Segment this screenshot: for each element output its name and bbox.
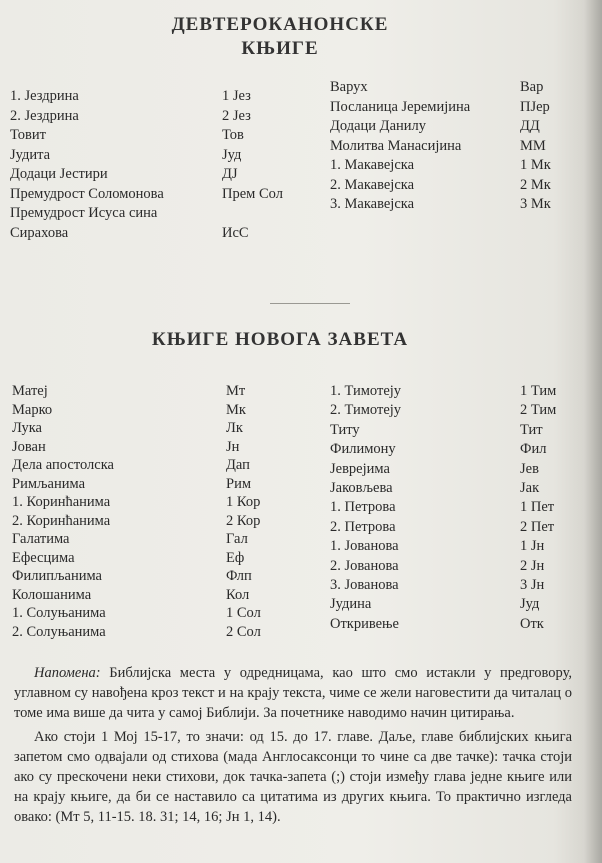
book-name: Лука bbox=[12, 420, 42, 436]
book-abbreviation: 2 Мк bbox=[520, 176, 551, 193]
book-abbreviation: Лк bbox=[226, 420, 243, 436]
book-name: Филимону bbox=[330, 441, 396, 458]
book-name: Премудрост Исуса сина bbox=[10, 205, 158, 221]
book-name: Колошанима bbox=[12, 586, 92, 603]
book-abbreviation: Јуд bbox=[222, 146, 242, 163]
book-name: Сирахова bbox=[10, 224, 69, 241]
book-name: Ефесцима bbox=[12, 549, 75, 566]
book-abbreviation: ДД bbox=[520, 118, 540, 134]
book-name: Марко bbox=[12, 401, 53, 418]
book-name: 2. Јованова bbox=[330, 557, 399, 574]
deuterocanonical-title-line2: КЊИГЕ bbox=[241, 38, 319, 59]
book-abbreviation: Јуд bbox=[520, 596, 540, 613]
book-name: 1. Коринћанима bbox=[12, 494, 111, 510]
book-abbreviation: Прем Сол bbox=[222, 185, 283, 202]
new-testament-title: КЊИГЕ НОВОГА ЗАВЕТА bbox=[151, 329, 409, 350]
book-abbreviation: Гал bbox=[226, 531, 248, 547]
book-abbreviation: 1 Мк bbox=[520, 157, 551, 173]
book-name: Откривење bbox=[330, 615, 399, 632]
book-abbreviation: Дап bbox=[226, 457, 250, 473]
book-abbreviation: 2 Јез bbox=[222, 107, 251, 124]
book-name: Матеј bbox=[12, 383, 48, 399]
book-abbreviation: Јн bbox=[226, 438, 240, 455]
book-abbreviation: ИсС bbox=[222, 224, 249, 241]
book-abbreviation: Вар bbox=[520, 79, 544, 95]
book-abbreviation: 2 Пет bbox=[520, 518, 555, 535]
note-label: Напомена: bbox=[34, 665, 101, 681]
book-abbreviation: 2 Јн bbox=[520, 557, 545, 574]
book-abbreviation: Еф bbox=[226, 549, 245, 566]
book-name: Јаковљева bbox=[330, 480, 393, 496]
book-name: Додаци Данилу bbox=[330, 118, 427, 134]
book-abbreviation: 1 Јез bbox=[222, 88, 251, 104]
book-name: 2. Јездрина bbox=[10, 107, 79, 124]
book-abbreviation: 1 Кор bbox=[226, 494, 261, 510]
book-abbreviation: Мт bbox=[226, 383, 246, 399]
book-name: 2. Солуњанима bbox=[12, 623, 106, 640]
book-abbreviation: ДЈ bbox=[222, 166, 238, 182]
book-name: 1. Тимотеју bbox=[330, 383, 402, 399]
book-abbreviation: 2 Тим bbox=[520, 402, 557, 419]
book-abbreviation: 2 Кор bbox=[226, 512, 261, 529]
book-name: Посланица Јеремијина bbox=[330, 98, 471, 115]
book-name: 3. Макавејска bbox=[330, 196, 415, 212]
book-name: 2. Петрова bbox=[330, 518, 396, 535]
book-abbreviation: 2 Сол bbox=[226, 623, 261, 640]
book-name: 2. Тимотеју bbox=[330, 402, 402, 419]
book-name: Галатима bbox=[12, 531, 70, 547]
note-paragraph-2: Ако стоји 1 Мој 15-17, то значи: од 15. до 17. главе. Даље, главе библијских књига запетом смо одвајали од стихова (мада Англосаксонци то чине са две тачке): тачка стоји ако су прескочени неки стихови, док тачка-запета (;) стоји између глава једне књиге или на крају књиге, да би се наставило са цитатима из других књига. То практично изгледа овако: (Мт 5, 11-15. 18. 31; 14, 16; Јн 1, 14). bbox=[14, 729, 572, 825]
book-name: Јудина bbox=[330, 596, 372, 613]
book-abbreviation: 1 Сол bbox=[226, 605, 261, 621]
book-abbreviation: 1 Јн bbox=[520, 538, 545, 555]
book-abbreviation: Јак bbox=[520, 480, 540, 496]
book-abbreviation: Јев bbox=[520, 460, 539, 477]
book-abbreviation: Тов bbox=[222, 127, 244, 143]
book-name: Премудрост Соломонова bbox=[10, 185, 164, 202]
book-abbreviation: Рим bbox=[226, 475, 251, 492]
book-name: Додаци Јестири bbox=[10, 166, 108, 182]
book-name: 1. Макавејска bbox=[330, 157, 415, 173]
book-abbreviation: 3 Јн bbox=[520, 577, 545, 593]
book-abbreviation: Кол bbox=[226, 586, 250, 603]
note-text-1: Библијска места у одредницама, као што смо истакли у предговору, углавном су навођена кроз текст и на крају текста, чиме се жели наговестити да читалац о томе има више да чита у самој Библији. За почетнике наводимо начин цитирања. bbox=[14, 665, 572, 721]
book-abbreviation: ММ bbox=[520, 137, 546, 154]
book-name: 2. Коринћанима bbox=[12, 512, 111, 529]
book-name: 2. Макавејска bbox=[330, 176, 415, 193]
book-name: 1. Јованова bbox=[330, 538, 399, 555]
book-name: 1. Солуњанима bbox=[12, 605, 106, 621]
book-abbreviation: Отк bbox=[520, 615, 544, 632]
book-abbreviation: 3 Мк bbox=[520, 196, 551, 212]
book-name: Филипљанима bbox=[12, 568, 102, 584]
book-name: Варух bbox=[330, 79, 368, 95]
book-name: 3. Јованова bbox=[330, 577, 399, 593]
page-edge-shadow bbox=[584, 0, 602, 863]
book-name: Римљанима bbox=[12, 475, 86, 492]
book-abbreviation: 1 Пет bbox=[520, 499, 555, 516]
book-name: Титу bbox=[330, 421, 360, 438]
book-name: 1. Петрова bbox=[330, 499, 396, 516]
book-name: Дела апостолска bbox=[12, 457, 114, 473]
book-name: Јудита bbox=[10, 146, 51, 163]
book-abbreviation: Тит bbox=[520, 421, 543, 438]
deuterocanonical-title: ДЕВТЕРОКАНОНСКЕ bbox=[171, 14, 389, 35]
book-name: Јеврејима bbox=[330, 460, 390, 477]
book-abbreviation: Фил bbox=[520, 441, 547, 458]
book-name: Молитва Манасијина bbox=[330, 137, 462, 154]
section-divider bbox=[270, 303, 350, 304]
book-name: Јован bbox=[12, 438, 46, 455]
book-abbreviation: ПЈер bbox=[520, 98, 550, 115]
book-abbreviation: Мк bbox=[226, 401, 246, 418]
note-paragraph-1 bbox=[14, 663, 572, 723]
book-abbreviation: Флп bbox=[226, 568, 252, 584]
note-block bbox=[14, 663, 572, 827]
book-abbreviation: 1 Тим bbox=[520, 383, 557, 399]
book-name: 1. Јездрина bbox=[10, 88, 79, 104]
book-name: Товит bbox=[10, 127, 46, 143]
